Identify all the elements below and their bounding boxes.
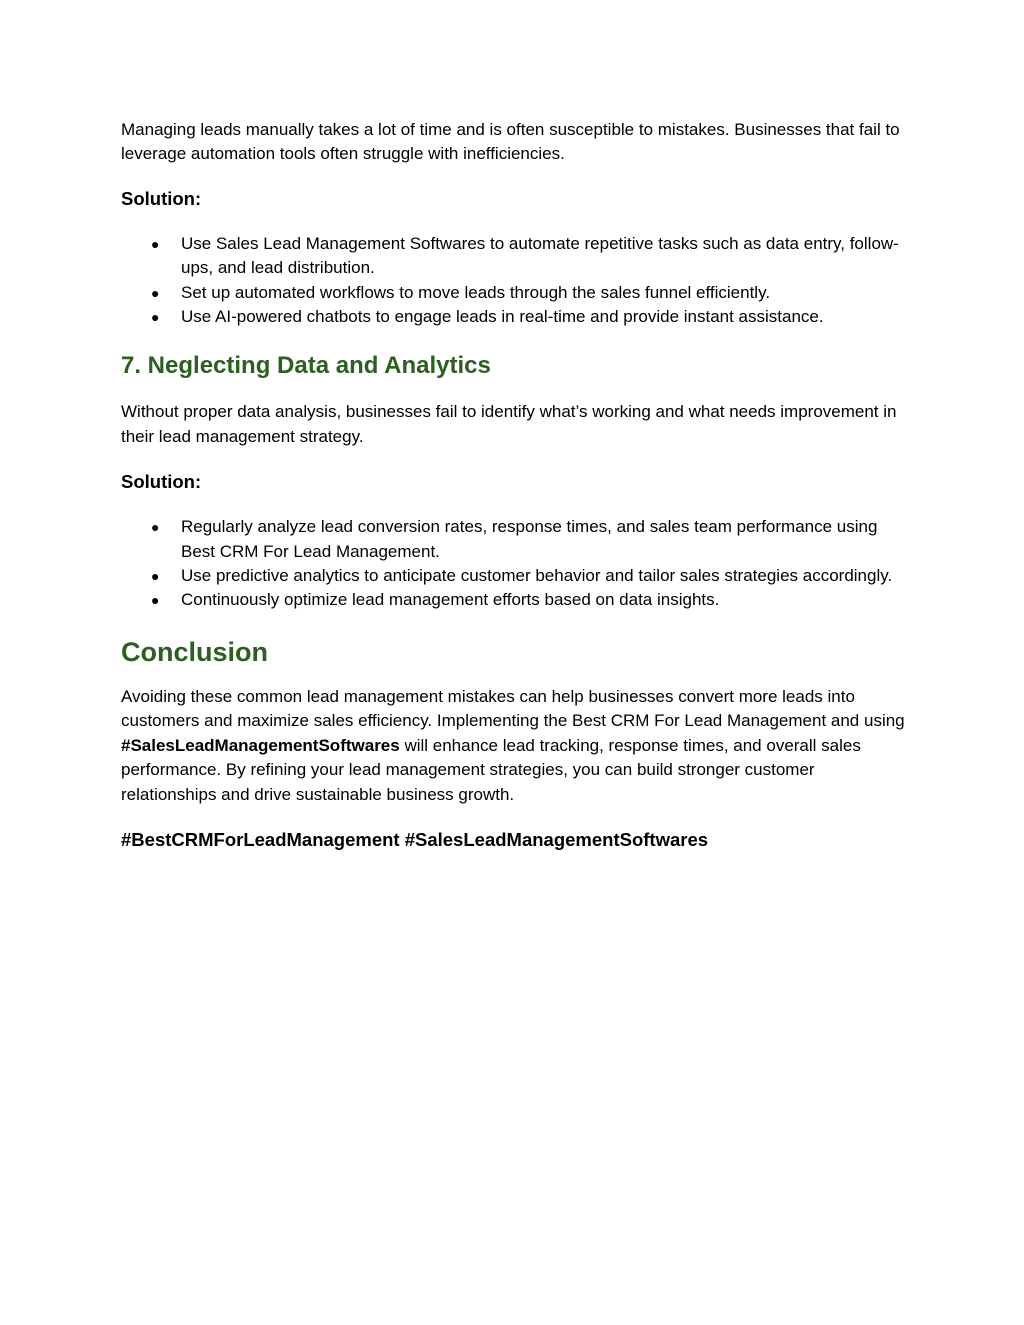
list-item: ● Use AI-powered chatbots to engage leads in real-time and provide instant assistance. [121, 305, 911, 329]
bullet-icon: ● [151, 284, 160, 301]
bullet-icon: ● [151, 235, 160, 252]
list-item: ● Use Sales Lead Management Softwares to automate repetitive tasks such as data entry, follow-ups, and lead distribution. [151, 233, 899, 278]
solution-list [121, 232, 911, 330]
section-heading: 7. Neglecting Data and Analytics [121, 352, 491, 380]
bullet-icon: ● [151, 592, 160, 609]
solution-list [121, 515, 911, 613]
section-paragraph: Without proper data analysis, businesses fail to identify what’s working and what needs improvement in their lead management strategy. [121, 402, 897, 446]
conclusion-heading: Conclusion [121, 636, 268, 667]
hashtags-line: #BestCRMForLeadManagement #SalesLeadManagementSoftwares [121, 828, 709, 850]
list-item: ● Set up automated workflows to move leads through the sales funnel efficiently. [121, 281, 911, 305]
document-page [121, 118, 911, 852]
bullet-icon: ● [151, 519, 160, 536]
solution-label: Solution: [121, 187, 202, 209]
hashtag-inline: #SalesLeadManagementSoftwares [121, 735, 400, 755]
list-item: ● Continuously optimize lead management efforts based on data insights. [121, 588, 911, 612]
bullet-icon: ● [151, 568, 160, 585]
list-item: ● Regularly analyze lead conversion rates, response times, and sales team performance using Best CRM For Lead Management. [151, 517, 878, 561]
list-item: ● Use predictive analytics to anticipate customer behavior and tailor sales strategies accordingly. [121, 564, 911, 588]
intro-paragraph: Managing leads manually takes a lot of time and is often susceptible to mistakes. Businesses that fail to leverage automation tools often struggle with inefficiencies. [121, 120, 900, 164]
conclusion-paragraph: Avoiding these common lead management mistakes can help businesses convert more leads into customers and maximize sales efficiency. Implementing the Best CRM For Lead Management and using #SalesLeadManagementSoftwares will enhance lead tracking, response times, and overall sales performance. By refining your lead management strategies, you can build stronger customer relationships and drive sustainable business growth. [121, 686, 905, 804]
bullet-icon: ● [151, 309, 160, 326]
solution-label: Solution: [121, 471, 202, 493]
